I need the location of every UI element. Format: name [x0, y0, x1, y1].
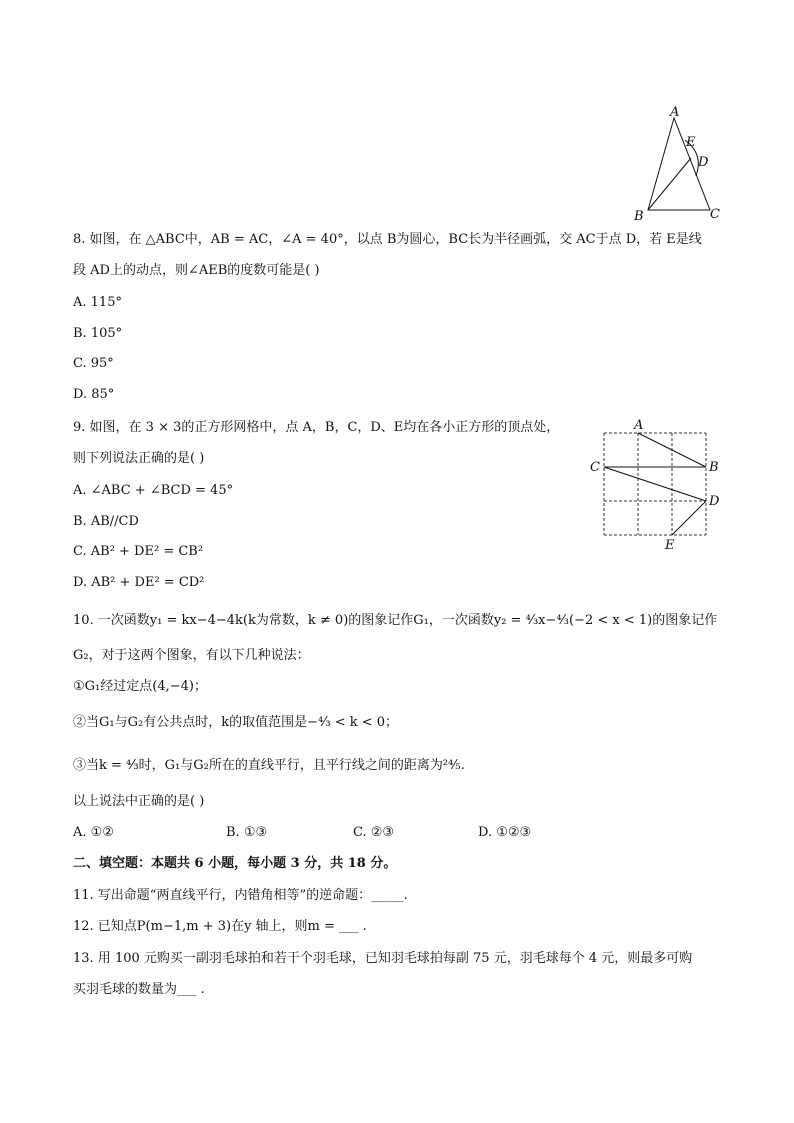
q9-line1: 9. 如图，在 3 × 3的正方形网格中，点 A，B，C，D、E均在各小正方形的顶点处，	[73, 420, 560, 435]
q9-option-a: A. ∠ABC + ∠BCD = 45°	[73, 483, 234, 498]
q12: 12. 已知点P(m−1,m + 3)在y 轴上，则m = ___ .	[73, 919, 367, 934]
grid-label-c: C	[590, 460, 600, 475]
q10-line2: G₂，对于这两个图象，有以下几种说法：	[73, 648, 310, 663]
grid-label-d: D	[709, 494, 720, 509]
grid-label-e: E	[665, 538, 675, 553]
q10-option-a: A. ①②	[73, 825, 114, 840]
q9-line2: 则下列说法正确的是( )	[73, 451, 205, 466]
q8-line1: 8. 如图，在 △ABC中，AB = AC，∠A = 40°，以点 B为圆心，BC长为半径画弧，交 AC于点 D，若 E是线	[73, 232, 702, 247]
q10-statement-2: ②当G₁与G₂有公共点时，k的取值范围是−⁴⁄₃ < k < 0；	[73, 715, 399, 730]
label-a: A	[670, 105, 680, 120]
section-heading: 二、填空题：本题共 6 小题，每小题 3 分，共 18 分。	[73, 856, 397, 871]
q10-statement-1: ①G₁经过定点(4,−4)；	[73, 679, 207, 694]
q10-option-c: C. ②③	[353, 825, 395, 840]
q9-option-c: C. AB² + DE² = CB²	[73, 544, 204, 559]
q11: 11. 写出命题“两直线平行，内错角相等”的逆命题：_____.	[73, 888, 408, 903]
grid-figure	[588, 417, 738, 557]
label-e: E	[686, 135, 696, 150]
triangle-figure	[630, 104, 730, 224]
grid-label-a: A	[634, 418, 644, 433]
label-d: D	[698, 155, 709, 170]
q8-option-b: B. 105°	[73, 326, 123, 341]
q9-option-d: D. AB² + DE² = CD²	[73, 575, 205, 590]
q10-line1: 10. 一次函数y₁ = kx−4−4k(k为常数，k ≠ 0)的图象记作G₁，一次函数y₂ = ⁴⁄₃x−⁴⁄₃(−2 < x < 1)的图象记作	[73, 613, 718, 628]
label-b: B	[634, 209, 644, 224]
q8-option-d: D. 85°	[73, 387, 115, 402]
q13-line1: 13. 用 100 元购买一副羽毛球拍和若干个羽毛球，已知羽毛球拍每副 75 元，羽毛球每个 4 元，则最多可购	[73, 951, 693, 966]
q10-option-b: B. ①③	[226, 825, 268, 840]
q8-line2: 段 AD上的动点，则∠AEB的度数可能是( )	[73, 263, 320, 278]
q10-option-d: D. ①②③	[478, 825, 532, 840]
q8-option-c: C. 95°	[73, 356, 114, 371]
grid-label-b: B	[709, 460, 719, 475]
q10-statement-3: ③当k = ⁴⁄₃时，G₁与G₂所在的直线平行，且平行线之间的距离为²⁴⁄₅.	[73, 758, 465, 773]
q13-line2: 买羽毛球的数量为___ .	[73, 982, 205, 997]
q9-option-b: B. AB//CD	[73, 514, 139, 529]
q10-question: 以上说法中正确的是( )	[73, 794, 205, 809]
label-c: C	[710, 207, 720, 222]
q8-option-a: A. 115°	[73, 295, 122, 310]
